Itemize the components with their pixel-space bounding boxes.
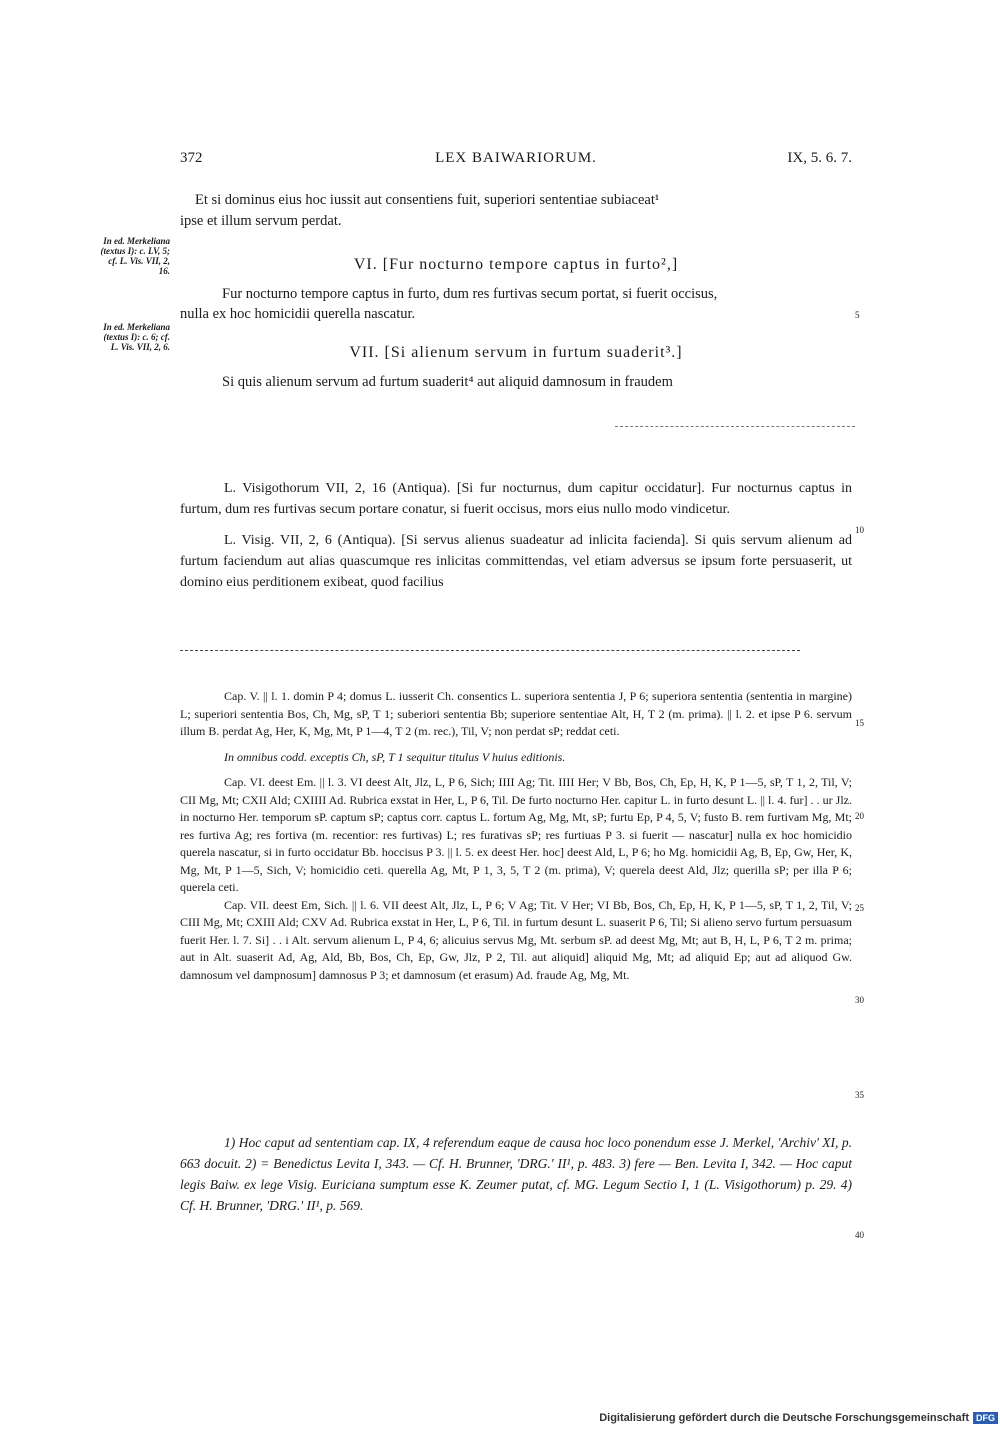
chapter-6-title: VI. [Fur nocturno tempore captus in furto²,] bbox=[353, 256, 679, 273]
line-number-10: 10 bbox=[855, 525, 864, 535]
line-number-40: 40 bbox=[855, 1230, 864, 1240]
section-divider bbox=[180, 650, 800, 651]
running-title: LEX BAIWARIORUM. bbox=[435, 150, 597, 166]
critical-apparatus bbox=[180, 688, 852, 984]
line-number-20: 20 bbox=[855, 811, 864, 821]
margin-note-6: In ed. Merkeliana (textus I): c. LV, 5; cf. L. Vis. VII, 2, 16. bbox=[100, 236, 170, 276]
source-visigoth-7-2-16: L. Visigothorum VII, 2, 16 (Antiqua). [Si fur nocturnus, dum capitur occidatur]. Fur nocturnus captus in furtum, dum res furtivas secum portare conatur, si fuerit occisus, mors eius nullo modo vindicetur. bbox=[180, 481, 852, 517]
margin-note-7: In ed. Merkeliana (textus I): c. 6; cf. L. Vis. VII, 2, 6. bbox=[103, 322, 170, 352]
footer-text: Digitalisierung gefördert durch die Deutsche Forschungsgemeinschaft bbox=[599, 1412, 969, 1424]
line-number-30: 30 bbox=[855, 995, 864, 1005]
chapter-6-line-2: nulla ex hoc homicidii querella nascatur. bbox=[180, 306, 416, 322]
body-line-2: ipse et illum servum perdat. bbox=[180, 213, 342, 229]
digitization-footer bbox=[599, 1412, 998, 1424]
footnote-text: 1) Hoc caput ad sententiam cap. IX, 4 referendum eaque de causa hoc loco ponendum esse J. Merkel, 'Archiv' XI, p. 663 docuit. 2) = Benedictus Levita I, 343. — Cf. H. Brunner, 'DRG.' II¹, p. 483. 3) fere — Ben. Levita I, 342. — Hoc caput legis Baiw. ex lege Visig. Euriciana sumptum esse K. Zeumer putat, cf. MG. Legum Sectio I, 1 (L. Visigothorum) p. 29. 4) Cf. H. Brunner, 'DRG.' II¹, p. 569. bbox=[180, 1135, 852, 1213]
line-number-15: 15 bbox=[855, 718, 864, 728]
body-line-1: Et si dominus eius hoc iussit aut consentiens fuit, superiori sententiae subiaceat¹ bbox=[195, 192, 660, 208]
page-number: 372 bbox=[180, 150, 203, 166]
text-continuation-dashes bbox=[615, 426, 855, 429]
apparatus-cap-6: Cap. VI. deest Em. || l. 3. VI deest Alt, Jlz, L, P 6, Sich; IIII Ag; Tit. IIII Her; V Bb, Bos, Ch, Ep, H, K, P 1—5, sP, T 1, 2, Til, V; CII Mg, Mt; CXII Ald; CXIIII Ad. Rubrica exstat in Her, L, P 6, Til. De furto nocturno Her. capitur L. in furto desunt L. || l. 4. fur] . . ur Jlz. in nocturno Her. temporum sP. captum sP; captus corr. captus L. fortum Ag, Mg, Mt, sP; furtu Ep, P 4, 5, V; fusto B. rem furtivam Mg, Mt; res furtiva Ag; res fortiva (m. recentior: res furtivas) L; res furativas sP; res furtiuas P 3. si fuerit — nascatur] nulla ex hoc homicidio querela nascatur, si in furto occidatur Bb. hoccisus P 3. || l. 5. ex deest Her. hoc] deest Ald, L, P 6; ho Mg. homicidii Ag, B, Ep, Gw, Her, K, Mg, Mt, P 1—5, Sich, V; homicidio ceti. querella Ag, Mt, P 1, 3, 5, T 2 (m. prima), V; querela deest Ald, Jlz; querilla sP; per illa P 6; querela ceti. bbox=[180, 775, 852, 894]
apparatus-cap-5: Cap. V. || l. 1. domin P 4; domus L. iusserit Ch. consentics L. superiora sententia J, P 6; superiora sententia (sententia in margine) L; superiori sententia Bos, Ch, Mg, sP, T 1; suberiori sententia Bb; superiore sententiae Alt, H, T 2 (m. prima). || l. 2. et ipse P 6. servum illum B. perdat Ag, Her, K, Mg, Mt, P 1—4, T 2 (m. rec.), Til, V; non perdat sP; reddat ceti. bbox=[180, 689, 852, 738]
dfg-logo: DFG bbox=[973, 1412, 998, 1424]
chapter-reference: IX, 5. 6. 7. bbox=[787, 150, 852, 166]
source-visigoth-7-2-6: L. Visig. VII, 2, 6 (Antiqua). [Si servus alienus suadeatur ad inlicita facienda]. Si quis servum alienum ad furtum faciendum aut alias quascumque res inlicitas committendas, vel etiam adversus se ipsum forte persuaserit, ut domino eius perditionem exibeat, quod facilius bbox=[180, 533, 852, 590]
apparatus-cap-7: Cap. VII. deest Em, Sich. || l. 6. VII deest Alt, Jlz, L, P 6; V Ag; Tit. V Her; VI Bb, Bos, Ch, Ep, H, K, P 1—5, sP, T 1, 2, Til, V; CIII Mg, Mt; CXIII Ald; CXV Ad. Rubrica exstat in Her, L, P 6, Til. in furtum desunt L. suaserit P 6, Til; Si alieno servo furtum persuasum fuerit Her. l. 7. Si] . . i Alt. servum alienum L, P 4, 6; alicuius servus Mg, Mt. serbum sP. ad deest Mg, Mt; aut B, H, L, P 6, T 2 m. prima; aut in Alt. suaserit Ad, Ag, Ald, Bb, Bos, Ch, Ep, Gw, Jlz, P 2, Til. aut aliquid] aliquid Mg, Mt; ad aliquid Ep; aut ad aliquod Gw. damnosum vel dampnosum] damnosus P 3; et damnosum (et erasum) Ad. fraude Ag, Mg, Mt. bbox=[180, 897, 852, 982]
apparatus-omnibus: In omnibus codd. exceptis Ch, sP, T 1 sequitur titulus V huius editionis. bbox=[224, 749, 566, 764]
line-number-25: 25 bbox=[855, 903, 864, 913]
source-texts bbox=[180, 478, 852, 593]
chapter-7-line-1: Si quis alienum servum ad furtum suaderit⁴ aut aliquid damnosum in fraudem bbox=[222, 374, 673, 390]
chapter-6-line-1: Fur nocturno tempore captus in furto, dum res furtivas secum portat, si fuerit occisus, bbox=[222, 286, 718, 302]
line-number-5: 5 bbox=[855, 310, 860, 320]
footnotes bbox=[180, 1132, 852, 1216]
page-header bbox=[180, 150, 852, 172]
chapter-7-title: VII. [Si alienum servum in furtum suaderit³.] bbox=[349, 344, 683, 361]
line-number-35: 35 bbox=[855, 1090, 864, 1100]
